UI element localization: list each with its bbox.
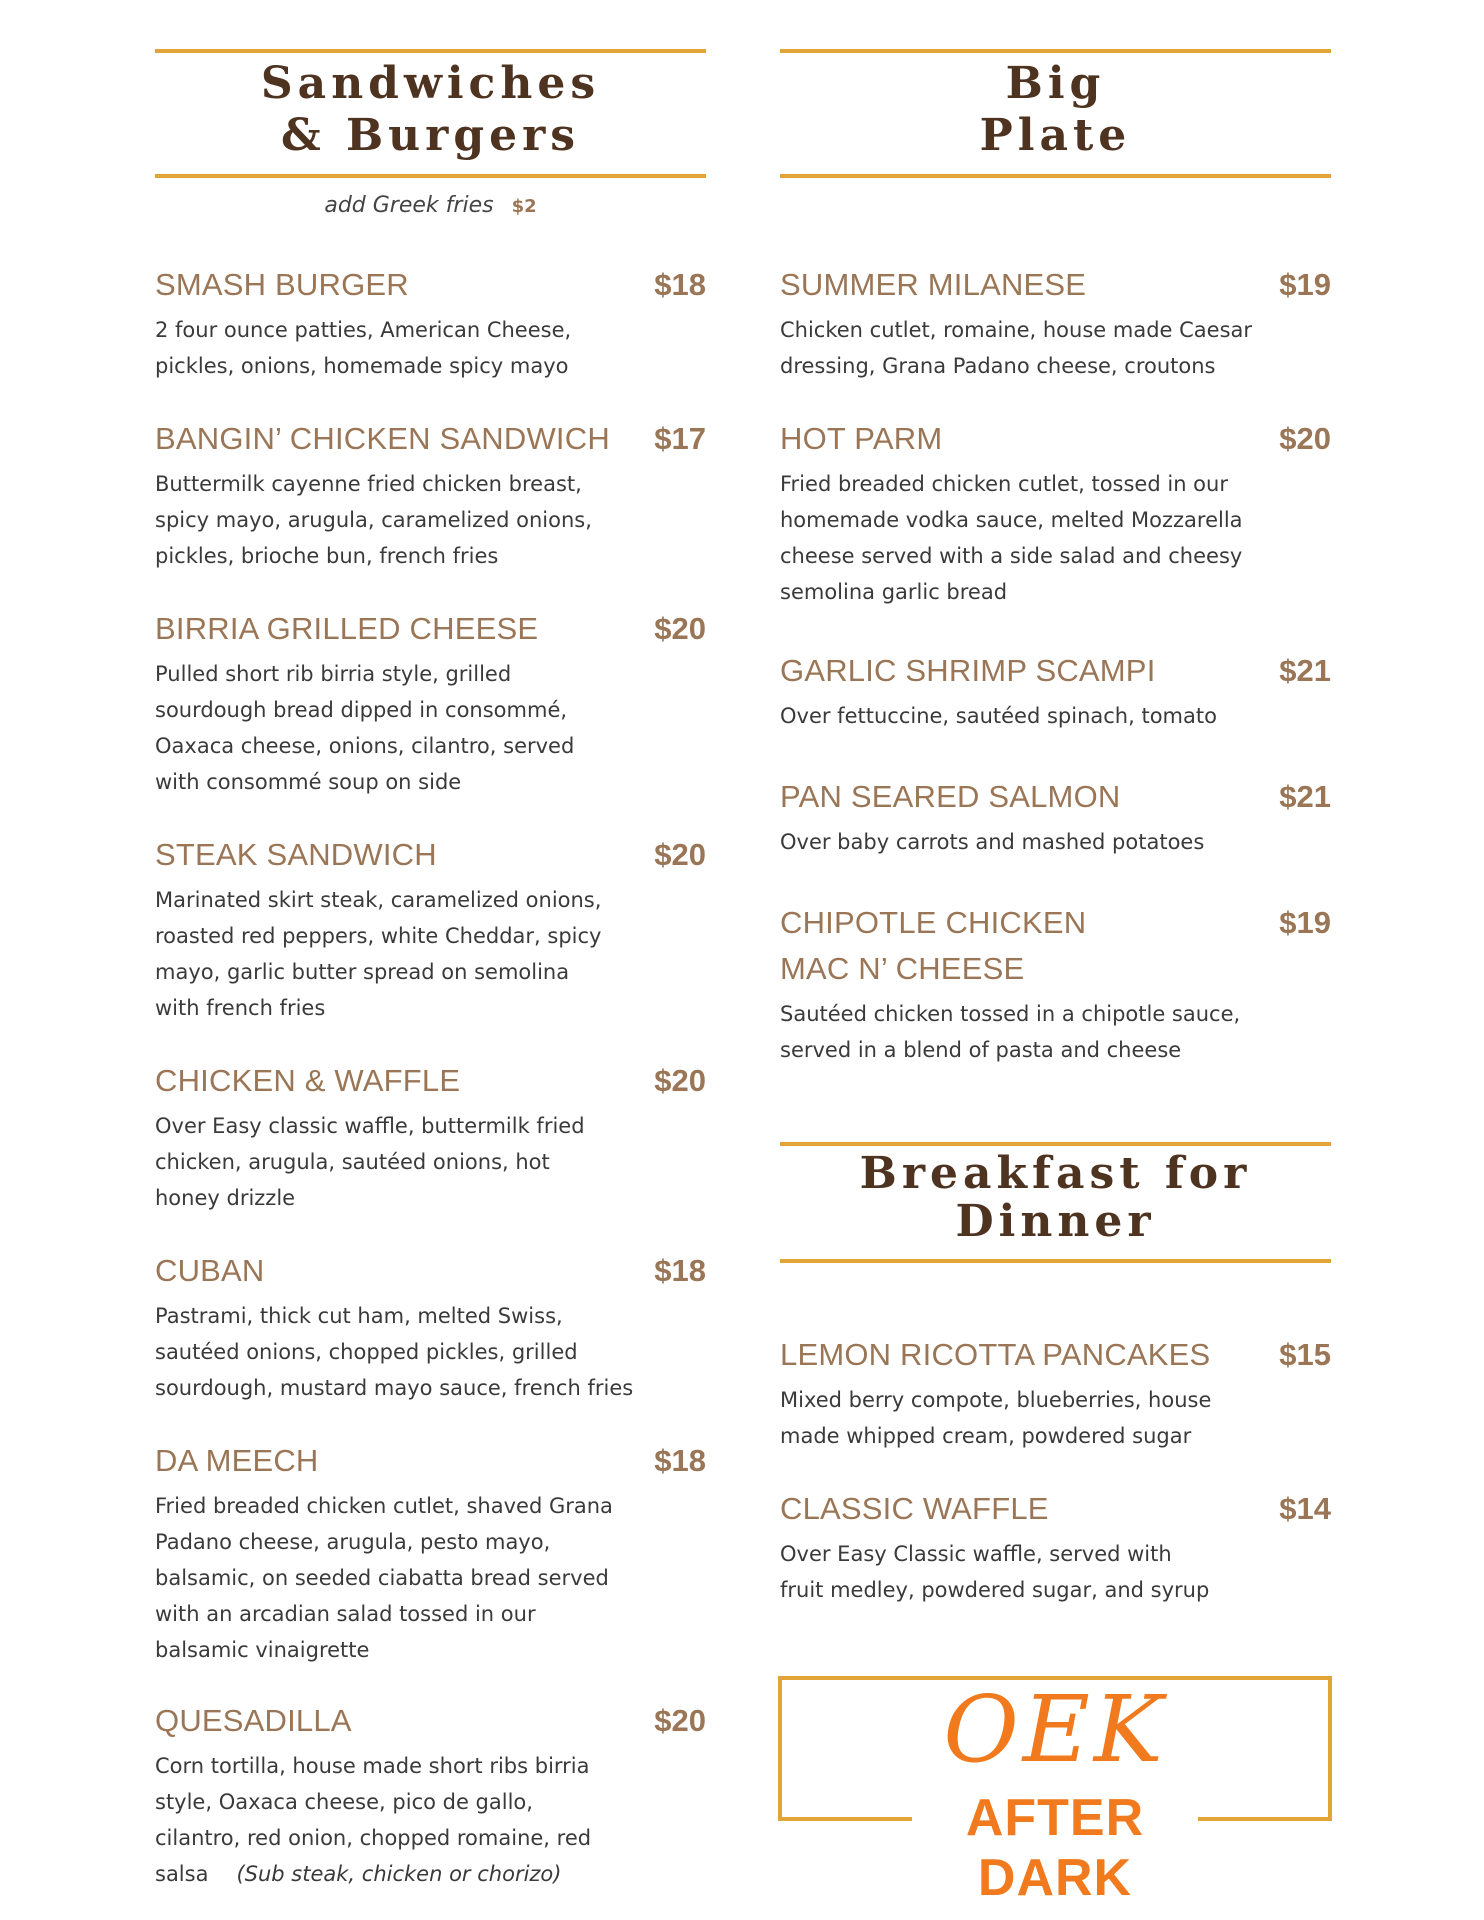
desc-line-text: salsa [155,1862,209,1886]
section-rule-top [155,49,706,53]
item-name: PAN SEARED SALMON [780,779,1121,814]
section-title-line: Plate [979,110,1132,161]
item-description [780,1382,1331,1454]
fries-note [155,193,706,218]
item-price: $19 [1279,905,1331,940]
item-name: CLASSIC WAFFLE [780,1491,1049,1526]
desc-line: Over fettuccine, sautéed spinach, tomato [780,704,1217,728]
section-title-breakfast [780,1150,1331,1246]
item-name: HOT PARM [780,421,943,456]
desc-line: Over Easy classic waffle, buttermilk fried [155,1114,585,1138]
section-title-big-plate [780,58,1331,162]
item-name: CUBAN [155,1253,265,1288]
desc-line: Padano cheese, arugula, pesto mayo, [155,1530,551,1554]
desc-line: Sautéed chicken tossed in a chipotle sauce, [780,1002,1241,1026]
item-price: $20 [654,837,706,872]
desc-line: Chicken cutlet, romaine, house made Caesar [780,318,1253,342]
item-description [155,882,706,1026]
desc-line: fruit medley, powdered sugar, and syrup [780,1578,1210,1602]
desc-line: semolina garlic bread [780,580,1008,604]
item-price: $20 [1279,421,1331,456]
logo-oek-text: OEK [943,1676,1167,1783]
desc-line: Marinated skirt steak, caramelized onions, [155,888,602,912]
desc-line: homemade vodka sauce, melted Mozzarella [780,508,1243,532]
item-description [780,1536,1331,1608]
section-rule-bottom [780,174,1331,178]
item-name: GARLIC SHRIMP SCAMPI [780,653,1156,688]
section-title-line: Big [1005,58,1106,109]
desc-line: made whipped cream, powdered sugar [780,1424,1192,1448]
item-description [780,466,1331,610]
item-description [780,312,1331,384]
desc-line: Corn tortilla, house made short ribs birria [155,1754,590,1778]
item-name [780,900,1086,992]
desc-line: spicy mayo, arugula, caramelized onions, [155,508,592,532]
item-description [155,1488,706,1668]
item-description [780,824,1331,860]
desc-line: cilantro, red onion, chopped romaine, red [155,1826,592,1850]
item-name: LEMON RICOTTA PANCAKES [780,1337,1211,1372]
item-price: $21 [1279,779,1331,814]
item-description [155,1748,706,1892]
desc-line: Oaxaca cheese, onions, cilantro, served [155,734,575,758]
desc-line: balsamic, on seeded ciabatta bread served [155,1566,609,1590]
item-price: $20 [654,1063,706,1098]
item-name: BIRRIA GRILLED CHEESE [155,611,539,646]
desc-line: Mixed berry compote, blueberries, house [780,1388,1212,1412]
section-title-sandwiches [155,58,706,162]
item-price: $19 [1279,267,1331,302]
desc-line: dressing, Grana Padano cheese, croutons [780,354,1216,378]
section-rule-bottom [780,1259,1331,1263]
desc-line: with consommé soup on side [155,770,462,794]
desc-line: pickles, onions, homemade spicy mayo [155,354,569,378]
desc-line: 2 four ounce patties, American Cheese, [155,318,572,342]
desc-line: chicken, arugula, sautéed onions, hot [155,1150,550,1174]
item-name: BANGIN’ CHICKEN SANDWICH [155,421,610,456]
desc-line: sourdough bread dipped in consommé, [155,698,568,722]
item-name: CHICKEN & WAFFLE [155,1063,461,1098]
item-name: SMASH BURGER [155,267,409,302]
item-description [155,1298,706,1406]
item-name-line: CHIPOTLE CHICKEN [780,905,1087,940]
logo-after-dark-text: AFTER DARK [912,1788,1198,1908]
item-description [155,1108,706,1216]
item-price: $15 [1279,1337,1331,1372]
item-description [155,656,706,800]
desc-line: sautéed onions, chopped pickles, grilled [155,1340,578,1364]
desc-line: Over Easy Classic waffle, served with [780,1542,1172,1566]
item-name: QUESADILLA [155,1703,352,1738]
desc-line: cheese served with a side salad and cheesy [780,544,1243,568]
item-price: $20 [654,611,706,646]
desc-line [155,1856,706,1892]
item-substitution-note: (Sub steak, chicken or chorizo) [236,1862,562,1886]
desc-line: with an arcadian salad tossed in our [155,1602,536,1626]
desc-line: served in a blend of pasta and cheese [780,1038,1182,1062]
item-name: SUMMER MILANESE [780,267,1087,302]
desc-line: Over baby carrots and mashed potatoes [780,830,1205,854]
desc-line: Pulled short rib birria style, grilled [155,662,512,686]
desc-line: with french fries [155,996,326,1020]
fries-note-price: $2 [511,196,537,217]
item-price: $21 [1279,653,1331,688]
section-title-line: & Burgers [280,110,581,161]
desc-line: Pastrami, thick cut ham, melted Swiss, [155,1304,563,1328]
section-rule-bottom [155,174,706,178]
fries-note-text: add Greek fries [324,193,494,218]
item-name: STEAK SANDWICH [155,837,437,872]
item-price: $17 [654,421,706,456]
desc-line: pickles, brioche bun, french fries [155,544,499,568]
desc-line: sourdough, mustard mayo sauce, french fries [155,1376,634,1400]
section-title-line: Breakfast for [859,1148,1252,1199]
section-title-line: Sandwiches [260,58,601,109]
item-description [155,466,706,574]
section-rule-top [780,1142,1331,1146]
item-description [780,698,1331,734]
item-description [155,312,706,384]
item-price: $18 [654,1253,706,1288]
section-rule-top [780,49,1331,53]
desc-line: roasted red peppers, white Cheddar, spicy [155,924,602,948]
desc-line: balsamic vinaigrette [155,1638,370,1662]
item-price: $14 [1279,1491,1331,1526]
section-title-line: Dinner [955,1196,1156,1247]
item-name-line: MAC N’ CHEESE [780,951,1025,986]
desc-line: Fried breaded chicken cutlet, tossed in our [780,472,1228,496]
item-price: $18 [654,267,706,302]
desc-line: Fried breaded chicken cutlet, shaved Grana [155,1494,613,1518]
desc-line: style, Oaxaca cheese, pico de gallo, [155,1790,533,1814]
desc-line: mayo, garlic butter spread on semolina [155,960,570,984]
item-price: $18 [654,1443,706,1478]
item-price: $20 [654,1703,706,1738]
desc-line: Buttermilk cayenne fried chicken breast, [155,472,582,496]
item-description [780,996,1331,1068]
desc-line: honey drizzle [155,1186,296,1210]
item-name: DA MEECH [155,1443,319,1478]
